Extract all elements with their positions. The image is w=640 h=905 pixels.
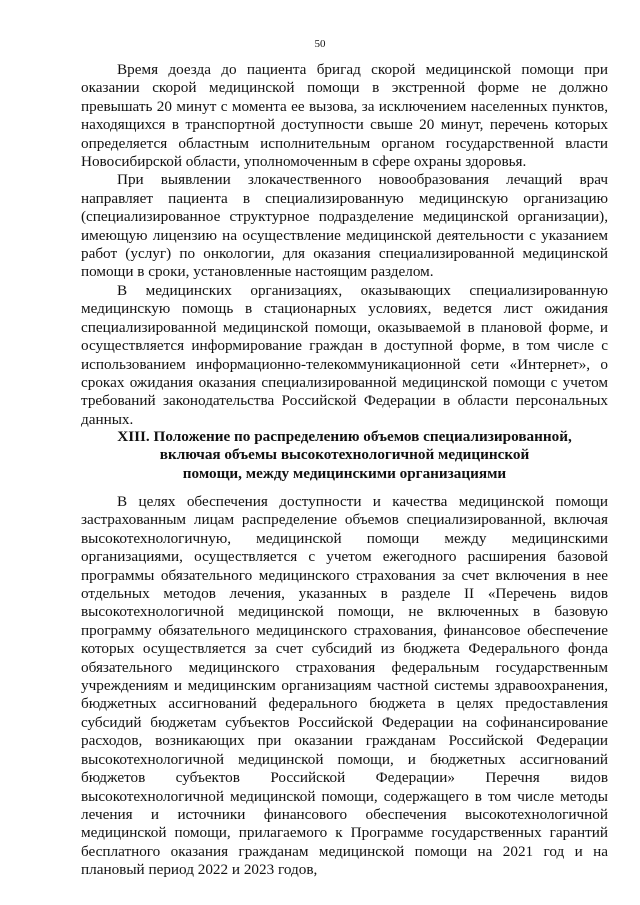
paragraph-volume-distribution: В целях обеспечения доступности и качества медицинской помощи застрахованным лицам распределение объемов специализированной, включая высокотехнологичную, медицинской помощи между медицинскими организациями, осуществляется с учетом ежегодного расширения базовой программы обязательного медицинского страхования за счет включения в нее отдельных методов лечения, указанных в разделе II «Перечень видов высокотехнологичной медицинской помощи, не включенных в базовую программу обязательного медицинского страхования, финансовое обеспечение которых осуществляется за счет субсидий из бюджета Федерального фонда обязательного медицинского страхования федеральным государственным учреждениям и медицинским организациям частной системы здравоохранения, бюджетных ассигнований федерального бюджета в целях предоставления субсидий бюджетам субъектов Российской Федерации на софинансирование расходов, возникающих при оказании гражданам Российской Федерации высокотехнологичной медицинской помощи, и бюджетных ассигнований бюджетов субъектов Российской Федерации» Перечня видов высокотехнологичной медицинской помощи, содержащего в том числе методы лечения и источники финансового обеспечения высокотехнологичной медицинской помощи, прилагаемого к Программе государственных гарантий бесплатного оказания гражданам медицинской помощи на 2021 год и на плановый период 2022 и 2023 годов, [81, 493, 608, 879]
paragraph-waiting-list: В медицинских организациях, оказывающих специализированную медицинскую помощь в стационарных условиях, ведется лист ожидания специализированной медицинской помощи, оказываемой в плановой форме, и осуществляется информирование граждан в доступной форме, в том числе с использованием информационно-телекоммуникационной сети «Интернет», о сроках ожидания оказания специализированной медицинской помощи с учетом требований законодательства Российской Федерации в области персональных данных. [81, 281, 608, 428]
section-heading-line-3: помощи, между медицинскими организациями [182, 464, 507, 482]
page-number: 50 [314, 38, 326, 50]
body-text-bottom [81, 493, 608, 880]
section-heading-line-2: включая объемы высокотехнологичной медицинской [159, 446, 530, 464]
section-heading [81, 428, 608, 483]
body-text-top [81, 61, 608, 429]
section-heading-line-1: XIII. Положение по распределению объемов специализированной, [117, 428, 572, 445]
paragraph-ambulance-arrival-time: Время доезда до пациента бригад скорой медицинской помощи при оказании скорой медицинской помощи в экстренной форме не должно превышать 20 минут с момента ее вызова, за исключением населенных пунктов, находящихся в транспортной доступности свыше 20 минут, перечень которых определяется областным исполнительным органом государственной власти Новосибирской области, уполномоченным в сфере охраны здоровья. [81, 61, 608, 171]
paragraph-oncology-referral: При выявлении злокачественного новообразования лечащий врач направляет пациента в специализированную медицинскую организацию (специализированное структурное подразделение медицинской организации), имеющую лицензию на осуществление медицинской деятельности с указанием работ (услуг) по онкологии, для оказания специализированной медицинской помощи в сроки, установленные настоящим разделом. [81, 171, 608, 281]
